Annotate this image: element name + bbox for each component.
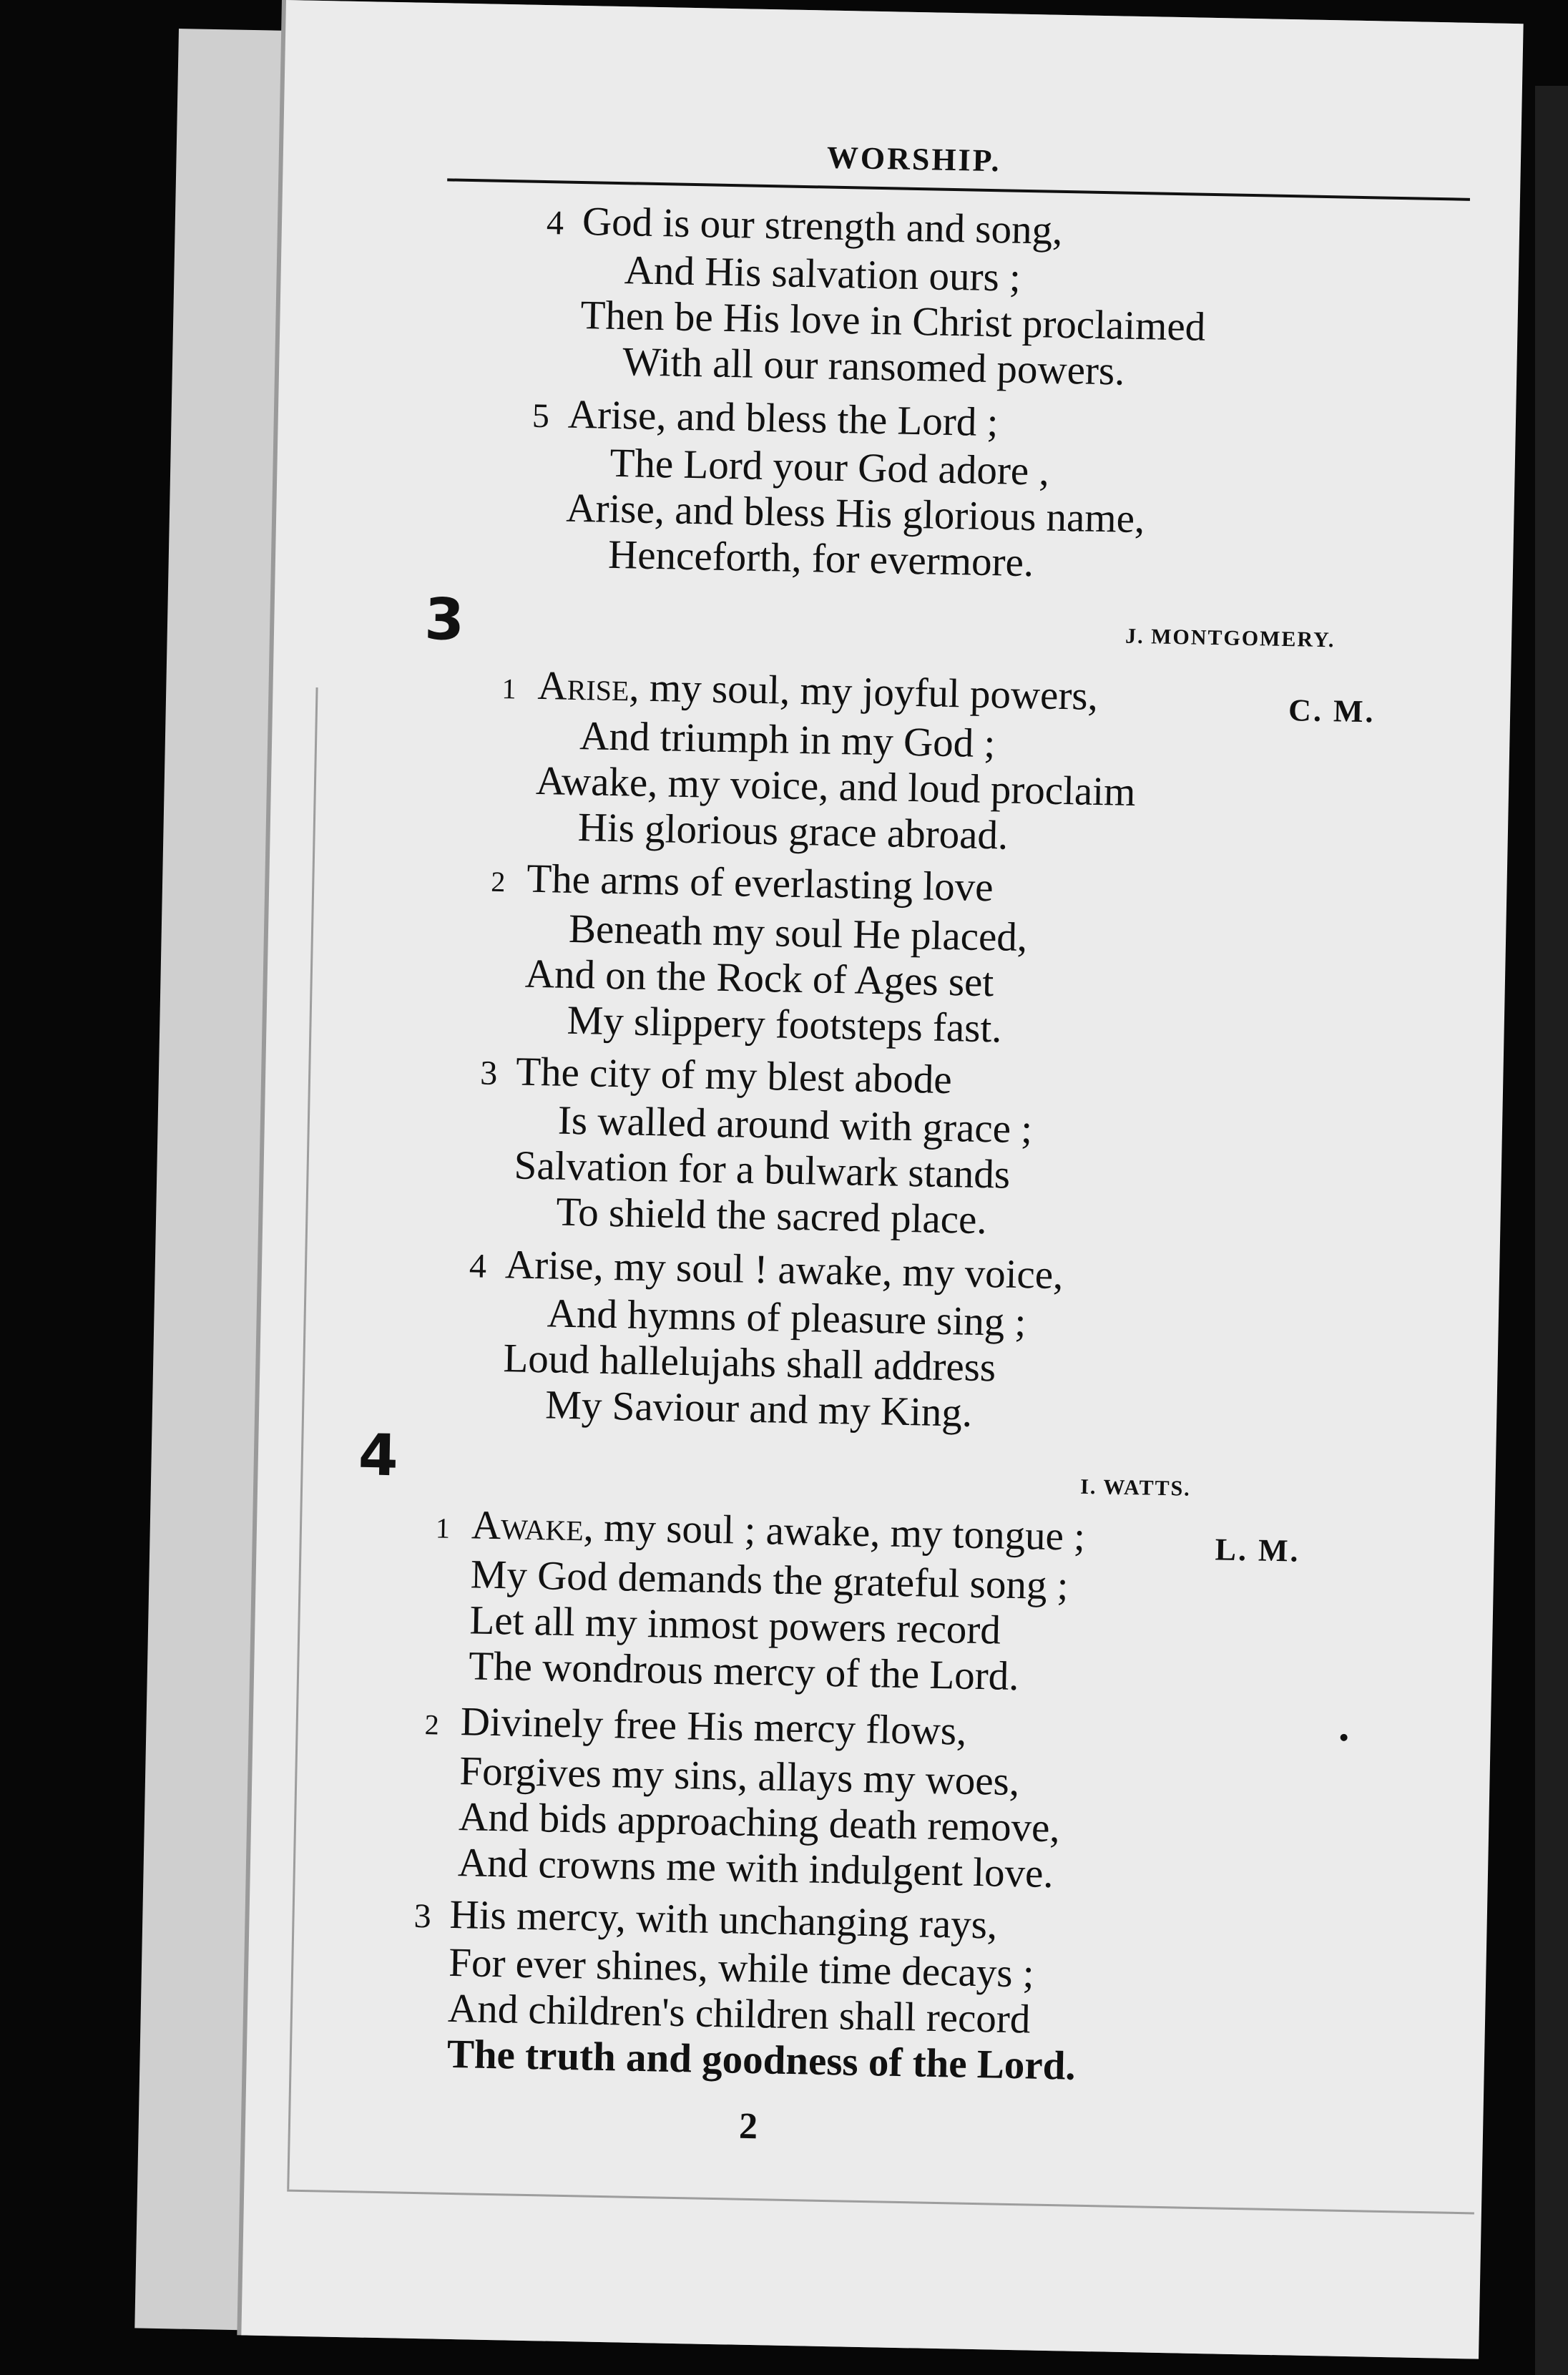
verse-line: The truth and goodness of the Lord. bbox=[446, 2031, 1077, 2089]
verse-line: Is walled around with grace ; bbox=[557, 1097, 1033, 1152]
verse-line: And triumph in my God ; bbox=[579, 713, 996, 767]
verse-line: Awake, my voice, and loud proclaim bbox=[535, 758, 1137, 815]
verse-line: To shield the sacred place. bbox=[555, 1189, 988, 1243]
hymn4-verse-1 bbox=[435, 1502, 1086, 1700]
verse-line: Let all my inmost powers record bbox=[469, 1597, 1001, 1653]
hymn4-verse-2 bbox=[424, 1699, 1062, 1897]
verse-line: And bids approaching death remove, bbox=[458, 1794, 1061, 1851]
verse-number: 1 bbox=[435, 1512, 451, 1544]
verse-line: My God demands the grateful song ; bbox=[470, 1552, 1069, 1609]
hymn4-verse-3 bbox=[413, 1891, 1079, 2090]
page-content bbox=[241, 0, 1523, 2359]
ink-speck bbox=[1341, 1734, 1348, 1741]
verse-number: 4 bbox=[546, 204, 564, 243]
verse-line: The city of my blest abode bbox=[515, 1049, 953, 1103]
verse-line: For ever shines, while time decays ; bbox=[448, 1939, 1035, 1997]
verse-number: 1 bbox=[501, 672, 517, 705]
verse-number: 2 bbox=[424, 1708, 440, 1741]
hymn3-verse-3 bbox=[479, 1049, 1034, 1244]
verse-line: His glorious grace abroad. bbox=[577, 805, 1009, 858]
verse-line: God is our strength and song, bbox=[582, 199, 1063, 253]
verse-line: Beneath my soul He placed, bbox=[568, 906, 1028, 961]
hymn-number: 4 bbox=[358, 1421, 399, 1489]
running-head: WORSHIP. bbox=[826, 139, 1001, 179]
verse-number: 3 bbox=[413, 1896, 432, 1936]
verse-line: Salvation for a bulwark stands bbox=[514, 1142, 1011, 1198]
hymn-author: I. WATTS. bbox=[1079, 1474, 1192, 1501]
adjacent-page-edge bbox=[1535, 86, 1568, 2375]
hymn3-verse-4 bbox=[469, 1242, 1064, 1438]
hymn2-verse-4 bbox=[546, 199, 1208, 396]
verse-number: 4 bbox=[469, 1247, 487, 1286]
hymn3-verse-2 bbox=[490, 856, 1029, 1052]
verse-line: His mercy, with unchanging rays, bbox=[449, 1891, 998, 1948]
verse-number: 2 bbox=[490, 865, 506, 898]
verse-line: The wondrous mercy of the Lord. bbox=[468, 1643, 1020, 1700]
page-number: 2 bbox=[738, 2105, 758, 2148]
verse-line: Forgives my sins, allays my woes, bbox=[459, 1748, 1020, 1805]
hymn-meter: L. M. bbox=[1215, 1532, 1300, 1569]
verse-line: Divinely free His mercy flows, bbox=[460, 1699, 967, 1754]
verse-number: 3 bbox=[479, 1054, 498, 1092]
verse-line: Arise, my soul ! awake, my voice, bbox=[504, 1242, 1064, 1298]
verse-line: The arms of everlasting love bbox=[526, 856, 994, 911]
verse-line: Arise, and bless the Lord ; bbox=[567, 391, 999, 446]
verse-line: With all our ransomed powers. bbox=[622, 339, 1125, 394]
verse-line: Then be His love in Christ proclaimed bbox=[580, 292, 1206, 350]
first-word: Arise, bbox=[537, 662, 640, 710]
verse-line: And crowns me with indulgent love. bbox=[457, 1840, 1054, 1897]
verse-line: My Saviour and my King. bbox=[544, 1382, 973, 1436]
verse-line: And His salvation ours ; bbox=[624, 248, 1021, 300]
header-rule bbox=[447, 178, 1470, 200]
verse-line: And children's children shall record bbox=[447, 1985, 1031, 2042]
hymn-author: J. MONTGOMERY. bbox=[1124, 624, 1336, 652]
verse-line: my soul ; awake, my tongue ; bbox=[593, 1504, 1086, 1559]
hymn-meter: C. M. bbox=[1288, 692, 1376, 730]
hymn2-verse-5 bbox=[531, 391, 1147, 588]
hymn-number: 3 bbox=[423, 585, 465, 653]
verse-line: my soul, my joyful powers, bbox=[639, 665, 1099, 719]
verse-line: Arise, and bless His glorious name, bbox=[565, 485, 1145, 542]
verse-line: And hymns of pleasure sing ; bbox=[547, 1291, 1026, 1346]
verse-number: 5 bbox=[531, 396, 550, 436]
verse-line: The Lord your God adore , bbox=[609, 440, 1050, 494]
hymn3-verse-1 bbox=[501, 662, 1137, 861]
book-page bbox=[241, 0, 1523, 2359]
verse-line: And on the Rock of Ages set bbox=[524, 951, 994, 1006]
first-word: Awake, bbox=[471, 1502, 594, 1550]
verse-line: My slippery footsteps fast. bbox=[567, 997, 1003, 1052]
verse-line: Henceforth, for evermore. bbox=[607, 532, 1034, 586]
verse-line: Loud hallelujahs shall address bbox=[503, 1336, 996, 1391]
